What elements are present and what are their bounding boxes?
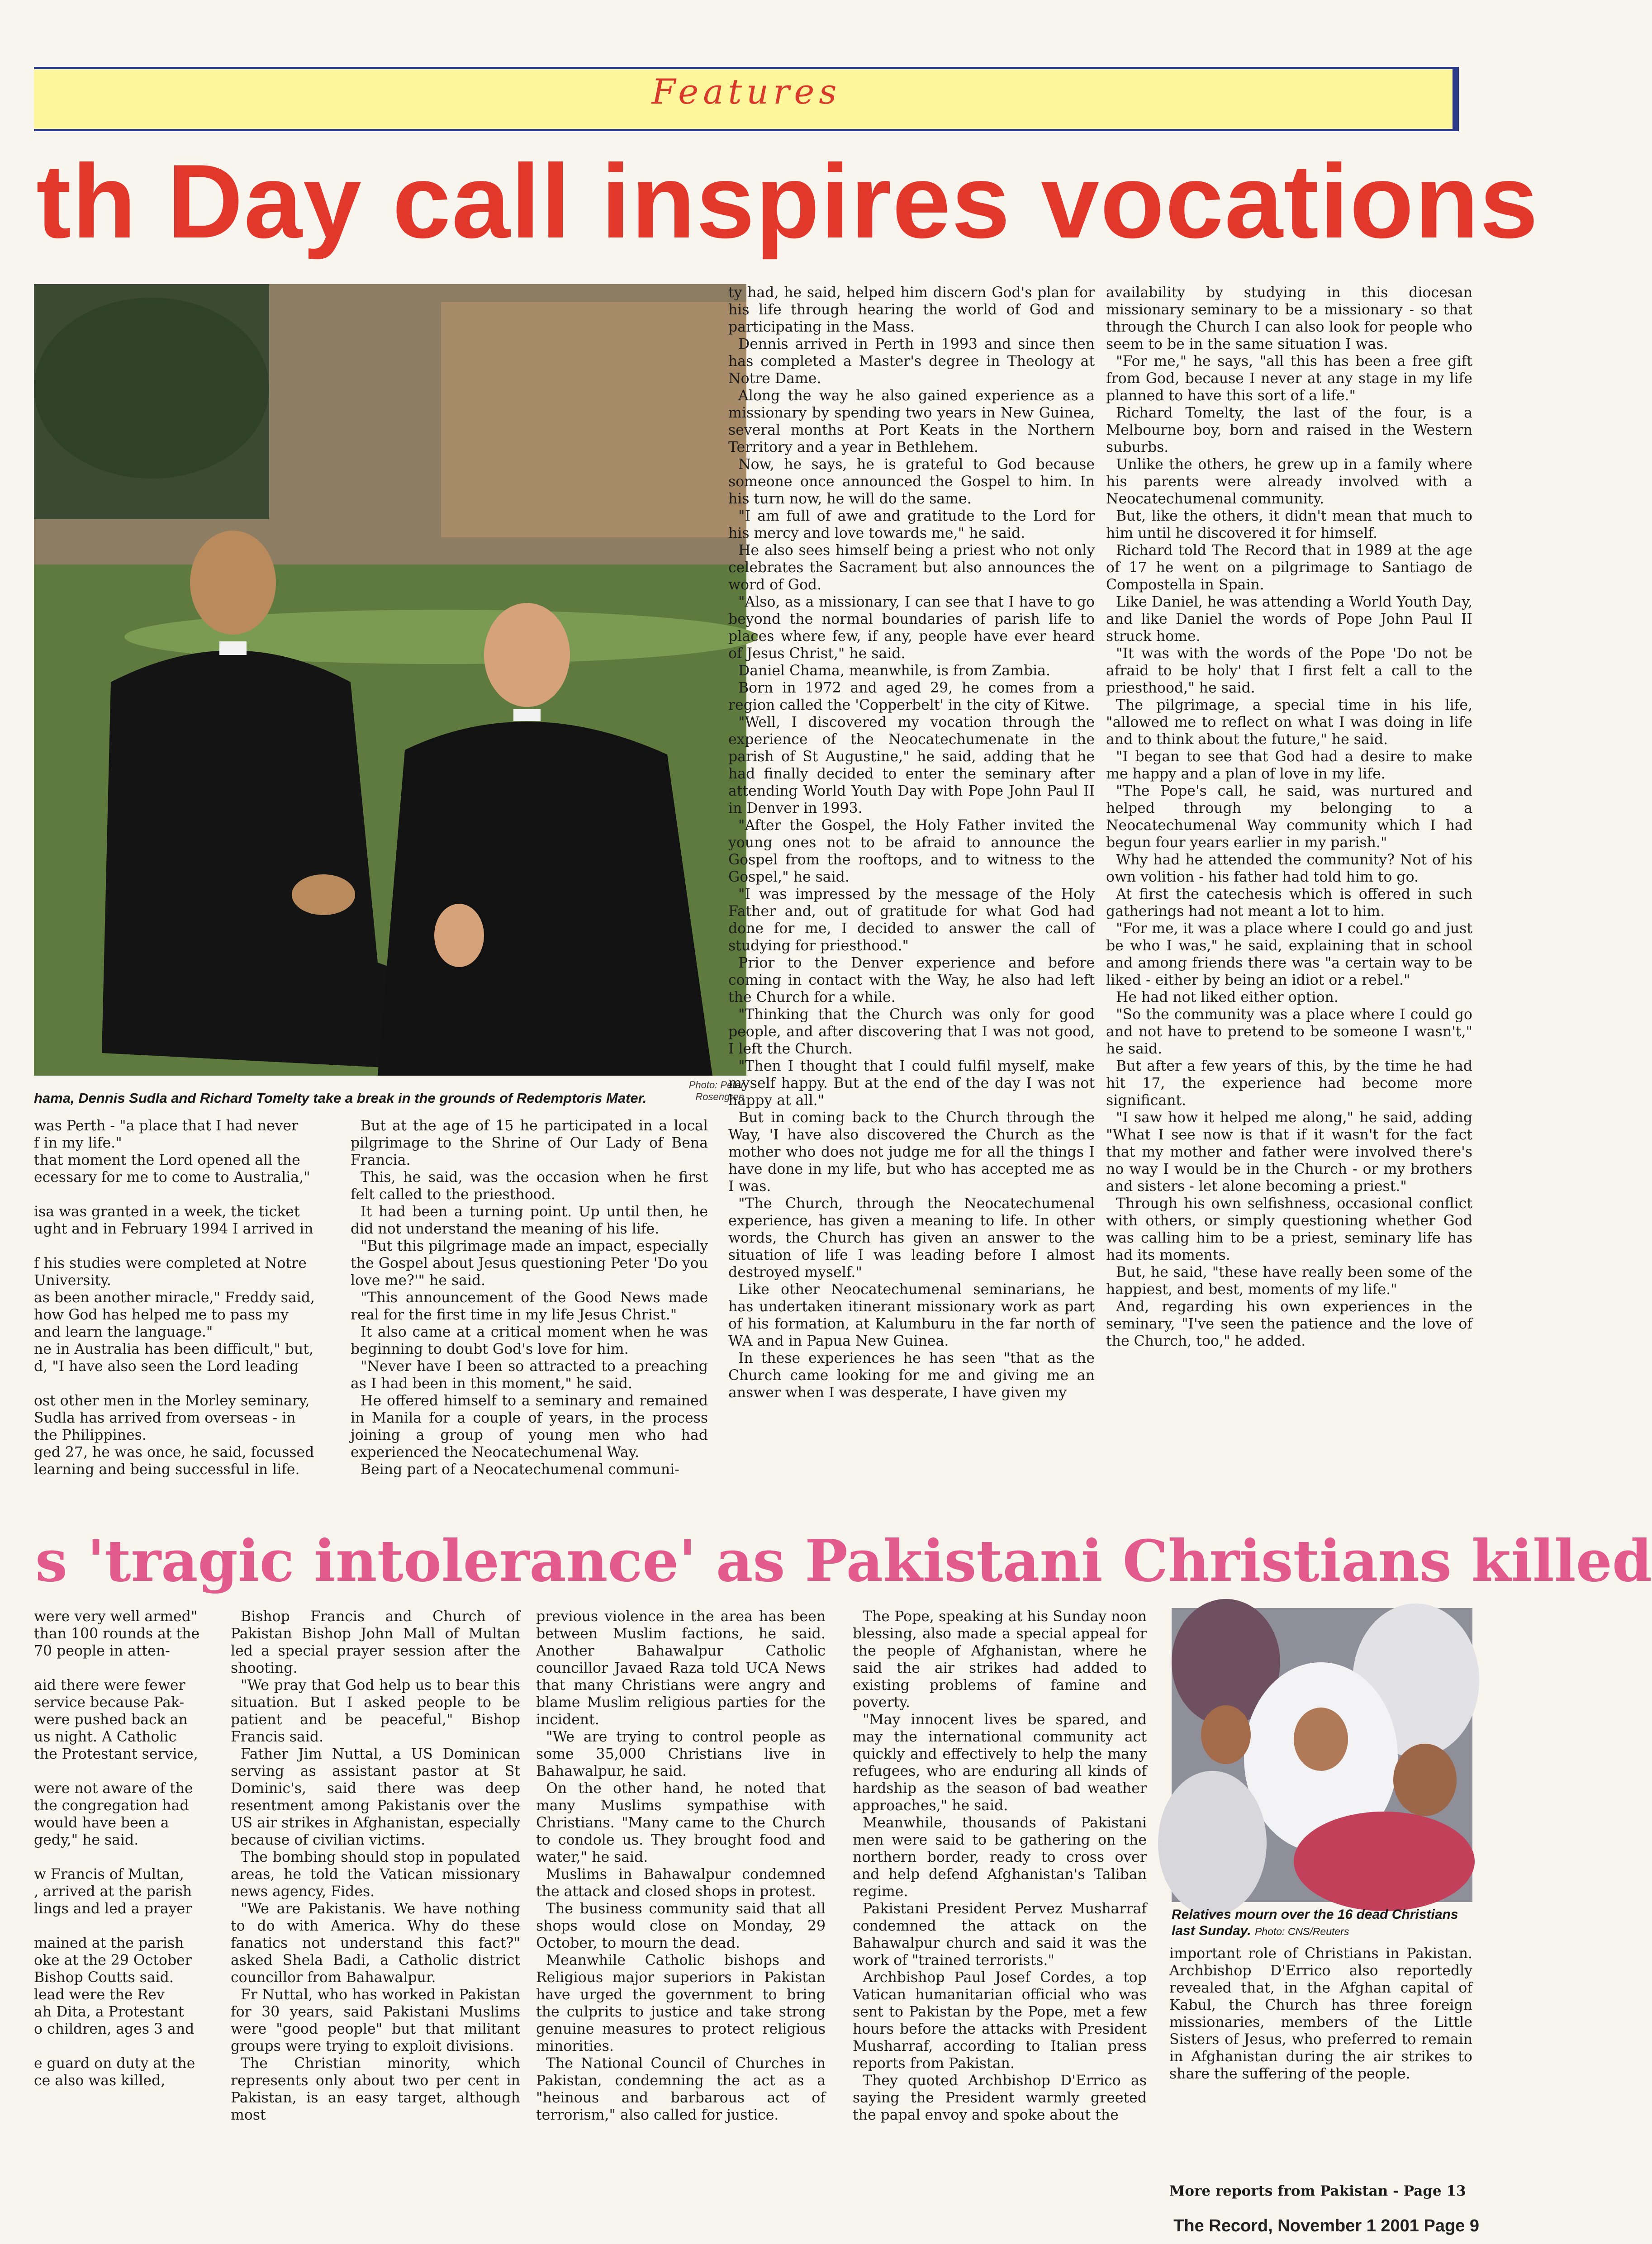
paragraph: On the other hand, he noted that many Muslims sympathise with Christians. "Many came to the Church to condole us. They brought food and water," he said.	[536, 1780, 826, 1865]
paragraph: Why had he attended the community? Not of his own volition - his father had told him to go.	[1106, 852, 1472, 885]
paragraph: ged 27, he was once, he said, focussed	[34, 1444, 314, 1461]
seminarians-photo	[34, 284, 746, 1076]
paragraph: It also came at a critical moment when he was beginning to doubt God's love for him.	[351, 1324, 708, 1357]
paragraph: was Perth - "a place that I had never	[34, 1118, 299, 1134]
paragraph: Archbishop Paul Josef Cordes, a top Vatican humanitarian official who was sent to Pakistan by the Pope, met a few hours before the attacks with President Musharraf, according to Italian press reports from Pakistan.	[853, 1969, 1147, 2072]
paragraph: e guard on duty at the	[34, 2055, 195, 2072]
paragraph: Richard told The Record that in 1989 at the age of 17 he went on a pilgrimage to Santiago de Compostella in Spain.	[1106, 542, 1472, 593]
paragraph: "Also, as a missionary, I can see that I have to go beyond the normal boundaries of parish life to places where few, if any, people have ever heard of Jesus Christ," he said.	[728, 594, 1095, 662]
paragraph: that moment the Lord opened all the	[34, 1152, 300, 1168]
paragraph: Prior to the Denver experience and before coming in contact with the Way, he also had left the Church for a while.	[728, 955, 1095, 1006]
paragraph: "But this pilgrimage made an impact, especially the Gospel about Jesus questioning Peter 'Do you love me?'" he said.	[351, 1238, 708, 1289]
paragraph: were very well armed"	[34, 1608, 198, 1625]
paragraph: lings and led a prayer	[34, 1901, 192, 1917]
paragraph: Muslims in Bahawalpur condemned the attack and closed shops in protest.	[536, 1866, 826, 1900]
paragraph: f his studies were completed at Notre	[34, 1255, 307, 1271]
paragraph: important role of Christians in Pakistan. Archbishop D'Errico also reportedly revealed that, in the Afghan capital of Kabul, the Church has three foreign missionaries, members of the Little Sisters of Jesus, who preferred to remain in Afghanistan during the air strikes to share the suffering of the people.	[1169, 1945, 1472, 2082]
paragraph: "I began to see that God had a desire to make me happy and a plan of love in my life.	[1106, 749, 1472, 782]
headline-vocations: th Day call inspires vocations	[36, 143, 1539, 260]
paragraph: "After the Gospel, the Holy Father invited the young ones not to be afraid to announce the Gospel from the rooftops, and to witness to the Gospel," he said.	[728, 817, 1095, 885]
paragraph: But after a few years of this, by the time he had hit 17, the experience had become more significant.	[1106, 1058, 1472, 1109]
mourners-photo-credit: Photo: CNS/Reuters	[1254, 1926, 1349, 1937]
paragraph: "Well, I discovered my vocation through the experience of the Neocatechumenate in the parish of St Augustine," he said, adding that he had finally decided to enter the seminary after attending World Youth Day with Pope John Paul II in Denver in 1993.	[728, 714, 1095, 816]
paragraph: ught and in February 1994 I arrived in	[34, 1221, 313, 1237]
paragraph: than 100 rounds at the	[34, 1626, 200, 1642]
article1-column-4	[1106, 284, 1472, 1524]
paragraph: , arrived at the parish	[34, 1883, 192, 1900]
paragraph: were not aware of the	[34, 1780, 193, 1797]
paragraph: 70 people in atten-	[34, 1643, 170, 1659]
paragraph: "I saw how it helped me along," he said, adding "What I see now is that if it wasn't for the fact that my mother and father were involved there's no way I would be in the Church - or my brothers and sisters - let alone becoming a priest."	[1106, 1110, 1472, 1195]
paragraph: Richard Tomelty, the last of the four, is a Melbourne boy, born and raised in the Western suburbs.	[1106, 405, 1472, 455]
paragraph: The Pope, speaking at his Sunday noon blessing, also made a special appeal for the people of Afghanistan, where he said the air strikes had added to existing problems of famine and poverty.	[853, 1608, 1147, 1711]
paragraph: learning and being successful in life.	[34, 1461, 300, 1478]
article2-column-4	[853, 1608, 1147, 2210]
paragraph: Sudla has arrived from overseas - in	[34, 1410, 296, 1426]
paragraph: aid there were fewer	[34, 1677, 185, 1694]
paragraph: "Thinking that the Church was only for good people, and after discovering that I was not good, I left the Church.	[728, 1006, 1095, 1057]
paragraph: In these experiences he has seen "that as the Church came looking for me and giving me an answer when I was desperate, I have given my	[728, 1350, 1095, 1401]
paragraph: But, like the others, it didn't mean that much to him until he discovered it for himself.	[1106, 508, 1472, 541]
paragraph: At first the catechesis which is offered in such gatherings had not meant a lot to him.	[1106, 886, 1472, 920]
paragraph: lead were the Rev	[34, 1987, 165, 2003]
paragraph: They quoted Archbishop D'Errico as saying the President warmly greeted the papal envoy and spoke about the	[853, 2073, 1147, 2123]
paragraph: the Protestant service,	[34, 1746, 198, 1762]
paragraph: us night. A Catholic	[34, 1729, 177, 1745]
paragraph: previous violence in the area has been between Muslim factions, he said. Another Bahawalpur Catholic councillor Javaed Raza told UCA News that many Christians were angry and blame Muslim religious parties for the incident.	[536, 1608, 826, 1728]
paragraph: "Then I thought that I could fulfil myself, make myself happy. But at the end of the day I was not happy at all."	[728, 1058, 1095, 1109]
paragraph: ah Dita, a Protestant	[34, 2004, 184, 2020]
paragraph: He also sees himself being a priest who not only celebrates the Sacrament but also announces the word of God.	[728, 542, 1095, 593]
paragraph: service because Pak-	[34, 1694, 185, 1711]
paragraph: Along the way he also gained experience as a missionary by spending two years in New Guinea, several months at Port Keats in the Northern Territory and a year in Bethlehem.	[728, 388, 1095, 455]
headline-pakistan: s 'tragic intolerance' as Pakistani Christians killed	[35, 1528, 1652, 1594]
paragraph: w Francis of Multan,	[34, 1866, 184, 1883]
photo-credit: Photo: Peter Rosengren	[688, 1079, 744, 1102]
paragraph: And, regarding his own experiences in the seminary, "I've seen the patience and the love of the Church, too," he added.	[1106, 1299, 1472, 1349]
photo-caption: hama, Dennis Sudla and Richard Tomelty take a break in the grounds of Redemptoris Mater.	[34, 1090, 647, 1106]
section-label: Features	[651, 71, 841, 112]
paragraph: availability by studying in this diocesan missionary seminary to be a missionary - so that through the Church I can also look for people who seem to be in the same situation I was.	[1106, 285, 1472, 352]
paragraph: Born in 1972 and aged 29, he comes from a region called the 'Copperbelt' in the city of Kitwe.	[728, 680, 1095, 713]
paragraph: The National Council of Churches in Pakistan, condemning the act as a "heinous and barbarous act of terrorism," also called for justice.	[536, 2055, 826, 2123]
paragraph: Meanwhile, thousands of Pakistani men were said to be gathering on the northern border, ready to cross over and help defend Afghanistan's Taliban regime.	[853, 1815, 1147, 1900]
paragraph: f in my life."	[34, 1135, 122, 1151]
article2-column-5	[1169, 1945, 1472, 2180]
paragraph: The business community said that all shops would close on Monday, 29 October, to mourn the dead.	[536, 1901, 826, 1951]
paragraph: "For me," he says, "all this has been a free gift from God, because I never at any stage in my life planned to have this sort of a life."	[1106, 353, 1472, 404]
article2-column-1	[34, 1608, 208, 2210]
paragraph: This, he said, was the occasion when he first felt called to the priesthood.	[351, 1169, 708, 1203]
paragraph: ty had, he said, helped him discern God's plan for his life through hearing the world of God and participating in the Mass.	[728, 285, 1095, 335]
paragraph: the congregation had	[34, 1798, 189, 1814]
paragraph: "It was with the words of the Pope 'Do not be afraid to be holy' that I first felt a call to the priesthood," he said.	[1106, 645, 1472, 696]
paragraph: were pushed back an	[34, 1712, 188, 1728]
article1-column-3	[728, 284, 1095, 1524]
mourners-caption	[1172, 1907, 1472, 1940]
paragraph: Bishop Francis and Church of Pakistan Bishop John Mall of Multan led a special prayer session after the shooting.	[231, 1608, 520, 1676]
mourners-caption-text: Relatives mourn over the 16 dead Christians last Sunday.	[1172, 1907, 1458, 1938]
paragraph: the Philippines.	[34, 1427, 147, 1443]
paragraph: mained at the parish	[34, 1935, 184, 1951]
paragraph: would have been a	[34, 1815, 169, 1831]
paragraph: Meanwhile Catholic bishops and Religious major superiors in Pakistan have urged the government to bring the culprits to justice and take strong genuine measures to protect religious minorities.	[536, 1952, 826, 2054]
paragraph: oke at the 29 October	[34, 1952, 192, 1969]
paragraph: ost other men in the Morley seminary,	[34, 1393, 310, 1409]
paragraph: "The Pope's call, he said, was nurtured and helped through my belonging to a Neocatechumenal Way community which I had begun four years earlier in my parish."	[1106, 783, 1472, 851]
article1-column-1	[34, 1117, 330, 1524]
paragraph: He offered himself to a seminary and remained in Manila for a couple of years, in the process joining a group of young men who had experienced the Neocatechumenal Way.	[351, 1393, 708, 1461]
paragraph: ecessary for me to come to Australia,"	[34, 1169, 310, 1186]
paragraph: University.	[34, 1272, 111, 1289]
paragraph: "For me, it was a place where I could go and just be who I was," he said, explaining that in school and among friends there was "a certain way to be liked - either by being an idiot or a rebel."	[1106, 920, 1472, 988]
paragraph: "We are Pakistanis. We have nothing to do with America. Why do these fanatics not understand this fact?" asked Shela Badi, a Catholic district councillor from Bahawalpur.	[231, 1901, 520, 1986]
paragraph: o children, ages 3 and	[34, 2021, 195, 2037]
page-footer: The Record, November 1 2001 Page 9	[1173, 2216, 1479, 2235]
paragraph: and learn the language."	[34, 1324, 213, 1340]
paragraph: Through his own selfishness, occasional conflict with others, or simply questioning whether God was calling him to be a priest, seminary life has had its moments.	[1106, 1196, 1472, 1263]
paragraph: The pilgrimage, a special time in his life, "allowed me to reflect on what I was doing in life and to think about the future," he said.	[1106, 697, 1472, 748]
paragraph: Now, he says, he is grateful to God because someone once announced the Gospel to him. In his turn now, he will do the same.	[728, 456, 1095, 507]
paragraph: Daniel Chama, meanwhile, is from Zambia.	[738, 663, 1051, 679]
paragraph: He had not liked either option.	[1116, 989, 1339, 1006]
paragraph: Bishop Coutts said.	[34, 1969, 174, 1986]
paragraph: But at the age of 15 he participated in a local pilgrimage to the Shrine of Our Lady of Bena Francia.	[351, 1118, 708, 1168]
article2-column-3	[536, 1608, 826, 2210]
paragraph: "The Church, through the Neocatechumenal experience, has given a meaning to life. In other words, the Church has given an answer to the situation of life I was leading before I almost destroyed myself."	[728, 1196, 1095, 1281]
paragraph: "We are trying to control people as some 35,000 Christians live in Bahawalpur, he said.	[536, 1729, 826, 1779]
paragraph: But, he said, "these have really been some of the happiest, and best, moments of my life."	[1106, 1264, 1472, 1298]
paragraph: Unlike the others, he grew up in a family where his parents were already involved with a Neocatechumenal community.	[1106, 456, 1472, 507]
paragraph: The Christian minority, which represents only about two per cent in Pakistan, is an easy target, although most	[231, 2055, 520, 2123]
paragraph: "May innocent lives be spared, and may the international community act quickly and effectively to help the many refugees, who are enduring all kinds of hardship as the season of bad weather approaches," he said.	[853, 1712, 1147, 1814]
paragraph: "So the community was a place where I could go and not have to pretend to be someone I wasn't," he said.	[1106, 1006, 1472, 1057]
paragraph: ce also was killed,	[34, 2073, 166, 2089]
mourners-photo	[1172, 1608, 1472, 1902]
paragraph: Like other Neocatechumenal seminarians, he has undertaken itinerant missionary work as part of his formation, at Kalumburu in the far north of WA and in Papua New Guinea.	[728, 1281, 1095, 1349]
paragraph: Father Jim Nuttal, a US Dominican serving as assistant pastor at St Dominic's, said there was deep resentment among Pakistanis over the US air strikes in Afghanistan, especially because of civilian victims.	[231, 1746, 520, 1848]
paragraph: Pakistani President Pervez Musharraf condemned the attack on the Bahawalpur church and said it was the work of "trained terrorists."	[853, 1901, 1147, 1969]
article2-column-2	[231, 1608, 520, 2210]
paragraph: ne in Australia has been difficult," but,	[34, 1341, 313, 1357]
paragraph: Like Daniel, he was attending a World Youth Day, and like Daniel the words of Pope John Paul II struck home.	[1106, 594, 1472, 645]
paragraph: "We pray that God help us to bear this situation. But I asked people to be patient and be peaceful," Bishop Francis said.	[231, 1677, 520, 1745]
paragraph: "This announcement of the Good News made real for the first time in my life Jesus Christ."	[351, 1290, 708, 1323]
paragraph: d, "I have also seen the Lord leading	[34, 1358, 299, 1375]
paragraph: gedy," he said.	[34, 1832, 139, 1848]
paragraph: how God has helped me to pass my	[34, 1307, 289, 1323]
paragraph: "Never have I been so attracted to a preaching as I had been in this moment," he said.	[351, 1358, 708, 1392]
paragraph: But in coming back to the Church through the Way, 'I have also discovered the Church as the mother who does not judge me for all the things I have done in my life, but who has accepted me as I was.	[728, 1110, 1095, 1195]
paragraph: Being part of a Neocatechumenal communi-	[361, 1461, 679, 1478]
paragraph: Fr Nuttal, who has worked in Pakistan for 30 years, said Pakistani Muslims were "good people" but that militant groups were trying to exploit divisions.	[231, 1987, 520, 2054]
paragraph: The bombing should stop in populated areas, he told the Vatican missionary news agency, Fides.	[231, 1849, 520, 1900]
more-reports-link: More reports from Pakistan - Page 13	[1169, 2183, 1466, 2199]
paragraph: It had been a turning point. Up until then, he did not understand the meaning of his life.	[351, 1204, 708, 1237]
paragraph: as been another miracle," Freddy said,	[34, 1290, 315, 1306]
paragraph: Dennis arrived in Perth in 1993 and since then has completed a Master's degree in Theology at Notre Dame.	[728, 336, 1095, 387]
paragraph: isa was granted in a week, the ticket	[34, 1204, 300, 1220]
paragraph: "I am full of awe and gratitude to the Lord for his mercy and love towards me," he said.	[728, 508, 1095, 541]
article1-column-2	[351, 1117, 708, 1524]
paragraph: "I was impressed by the message of the Holy Father and, out of gratitude for what God had done for me, I decided to answer the call of studying for priesthood."	[728, 886, 1095, 954]
